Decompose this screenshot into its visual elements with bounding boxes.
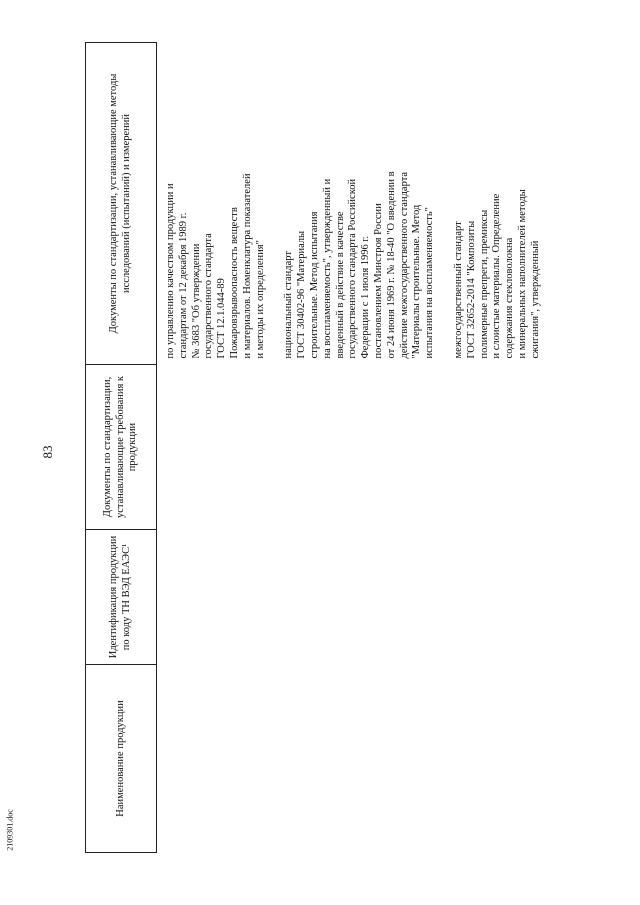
cell-requirements (157, 364, 567, 529)
rotated-page-content (85, 43, 555, 863)
text-line: ГОСТ 32652-2014 "Композиты (465, 220, 477, 358)
text-line: "Материалы строительные. Метод (411, 204, 423, 358)
text-line: действие межгосударственного стандарта (398, 171, 410, 358)
header-requirements-docs: Документы по стандартизации, устанавливающие требования к продукции (86, 364, 157, 529)
standard-entry (453, 48, 543, 358)
cell-tnved-code (157, 529, 567, 664)
page-number: 83 (40, 445, 55, 459)
text-line: и минеральных наполнителей методы (516, 188, 528, 358)
header-tnved-code: Идентификация продукции по коду ТН ВЭД ЕАЭС¹ (86, 529, 157, 664)
text-line: и слоистые материалы. Определение (491, 193, 503, 358)
cell-product-name (157, 664, 567, 852)
text-line: Федерации с 1 июля 1996 г. (360, 235, 372, 358)
text-line: государственного стандарта (203, 232, 215, 358)
standards-table (85, 42, 567, 853)
text-line: строительные. Метод испытания (308, 211, 320, 358)
standard-entry (165, 48, 267, 358)
text-line: и материалов. Номенклатура показателей (241, 172, 253, 358)
text-line: введенный в действие в качестве (334, 210, 346, 358)
text-line: ГОСТ 12.1.044-89 (216, 277, 228, 358)
text-line: и методы их определения" (254, 239, 266, 358)
text-line: по управлению качеством продукции и (165, 182, 176, 358)
text-line: сжигания", утвержденный (529, 240, 541, 358)
text-line: от 24 июня 1969 г. № 18-40 "О введении в (385, 170, 397, 358)
footer-file-code: 2109301.doc (5, 809, 15, 851)
text-line: стандартам от 12 декабря 1989 г. (177, 212, 189, 358)
text-line: Пожаровзрывоопасность веществ (228, 206, 240, 358)
header-test-methods-docs: Документы по стандартизации, устанавливающие методы исследований (испытаний) и измерений (86, 42, 157, 364)
text-line: межгосударственный стандарт (452, 220, 464, 358)
standard-entry (283, 48, 437, 358)
text-line: национальный стандарт (283, 250, 295, 358)
text-line: полимерные препреги, премиксы (478, 209, 490, 358)
text-line: постановлением Минстроя России (372, 202, 384, 358)
table-header-row (86, 42, 157, 852)
text-line: испытания на воспламеняемость" (424, 206, 436, 358)
text-line: государственного стандарта Российской (347, 178, 359, 358)
cell-test-methods (157, 42, 567, 364)
header-product-name: Наименование продукции (86, 664, 157, 852)
text-line: № 3683 "Об утверждении (190, 243, 202, 358)
text-line: содержания стекловолокна (504, 237, 516, 358)
text-line: ГОСТ 30402-96 "Материалы (296, 230, 308, 358)
text-line: на воспламеняемость", утвержденный и (321, 178, 333, 358)
table-row (157, 42, 567, 852)
